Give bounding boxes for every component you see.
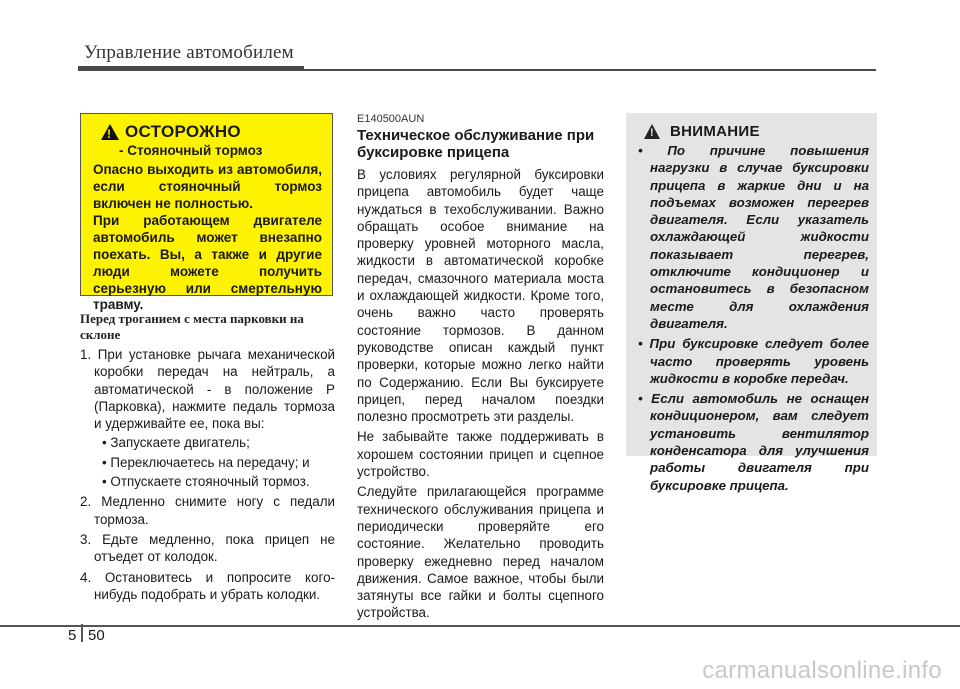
caution-item: • По причине повышения нагрузки в случае буксировки прицепа в жаркие дни и на подъемах возможен перегрев двигателя. Если указатель охлаждающей жидкости показывает перегрев, отключите кондиционер и остановитесь в безопасном месте для охлаждения двигателя. [638,143,869,331]
caution-list [634,142,869,494]
caution-header [644,123,869,140]
paragraph: Следуйте прилагающейся программе технического обслуживания прицепа и периодически проверяйте его состояние. Желательно проводить проверку ежедневно перед началом движения. Самое важное, чтобы были затянуты все гайки и болты сцепного устройства. [357,484,604,621]
footer-separator [81,624,83,642]
caution-icon: ! [644,124,660,139]
header-rule [78,66,304,71]
header-rule-thin [304,69,876,71]
caution-item: • При буксировке следует более часто проверять уровень жидкости в коробке передач. [638,336,869,386]
step-item: 2. Медленно снимите ногу с педали тормоза. [80,494,335,527]
middle-column [357,113,604,625]
bullet-item: • Переключаетесь на передачу; и [102,454,310,470]
warning-header [101,122,322,142]
bullet-item: • Отпускаете стояночный тормоз. [102,474,310,490]
caution-title: ВНИМАНИЕ [670,123,760,140]
section-title: Техническое обслуживание при буксировке прицепа [357,127,595,161]
caution-box [626,113,877,493]
warning-title: ОСТОРОЖНО [125,122,241,141]
warning-paragraph: Опасно выходить из автомобиля, если стояночный тормоз включен не полностью. [93,162,322,211]
warning-icon: ! [101,124,119,140]
warning-paragraph: При работающем двигателе автомобиль может внезапно поехать. Вы, а также и другие люди можете получить серьезную или смертельную травму. [93,213,322,313]
warning-subtitle: - Стояночный тормоз [119,143,263,158]
section-heading: Перед троганием с места парковки на склоне [80,311,304,342]
step-item: 3. Едьте медленно, пока прицеп не отъедет от колодок. [80,531,335,565]
paragraph: В условиях регулярной буксировки прицепа автомобиль будет чаще нуждаться в техобслуживании. Важно обращать особое внимание на проверку уровней моторного масла, жидкости в автоматической коробке передач, смазочного материала моста и охлаждающей жидкости. Кроме того, очень важно часто проверять состояние тормозов. В данном руководстве описан каждый пункт проверки, которые можно легко найти по Содержанию. Если Вы буксируете прицеп, перед началом поездки полезно просмотреть эти разделы. [357,167,604,425]
watermark: carmanualsonline.info [702,657,942,684]
warning-box [80,113,333,313]
page-header-title: Управление автомобилем [84,42,294,63]
step-item: 1. При установке рычага механической коробки передач на нейтраль, а автоматической - в положение P (Парковка), нажмите педаль тормоза и удерживайте ее, пока вы: [80,347,335,432]
left-column [80,311,335,603]
chapter-number: 5 [68,627,77,644]
steps-list [80,346,335,432]
step-item: 4. Остановитесь и попросите кого-нибудь подобрать и убрать колодки. [80,569,335,602]
steps-list [80,493,335,603]
caution-item: • Если автомобиль не оснащен кондиционером, вам следует установить вентилятор конденсатора для улучшения работы двигателя при буксировке прицепа. [638,391,869,493]
paragraph: Не забывайте также поддерживать в хорошем состоянии прицеп и сцепное устройство. [357,429,604,480]
page-number: 50 [88,627,105,644]
bullet-item: • Запускаете двигатель; [102,435,250,451]
section-code: E140500AUN [357,113,425,125]
footer-rule [0,625,960,627]
